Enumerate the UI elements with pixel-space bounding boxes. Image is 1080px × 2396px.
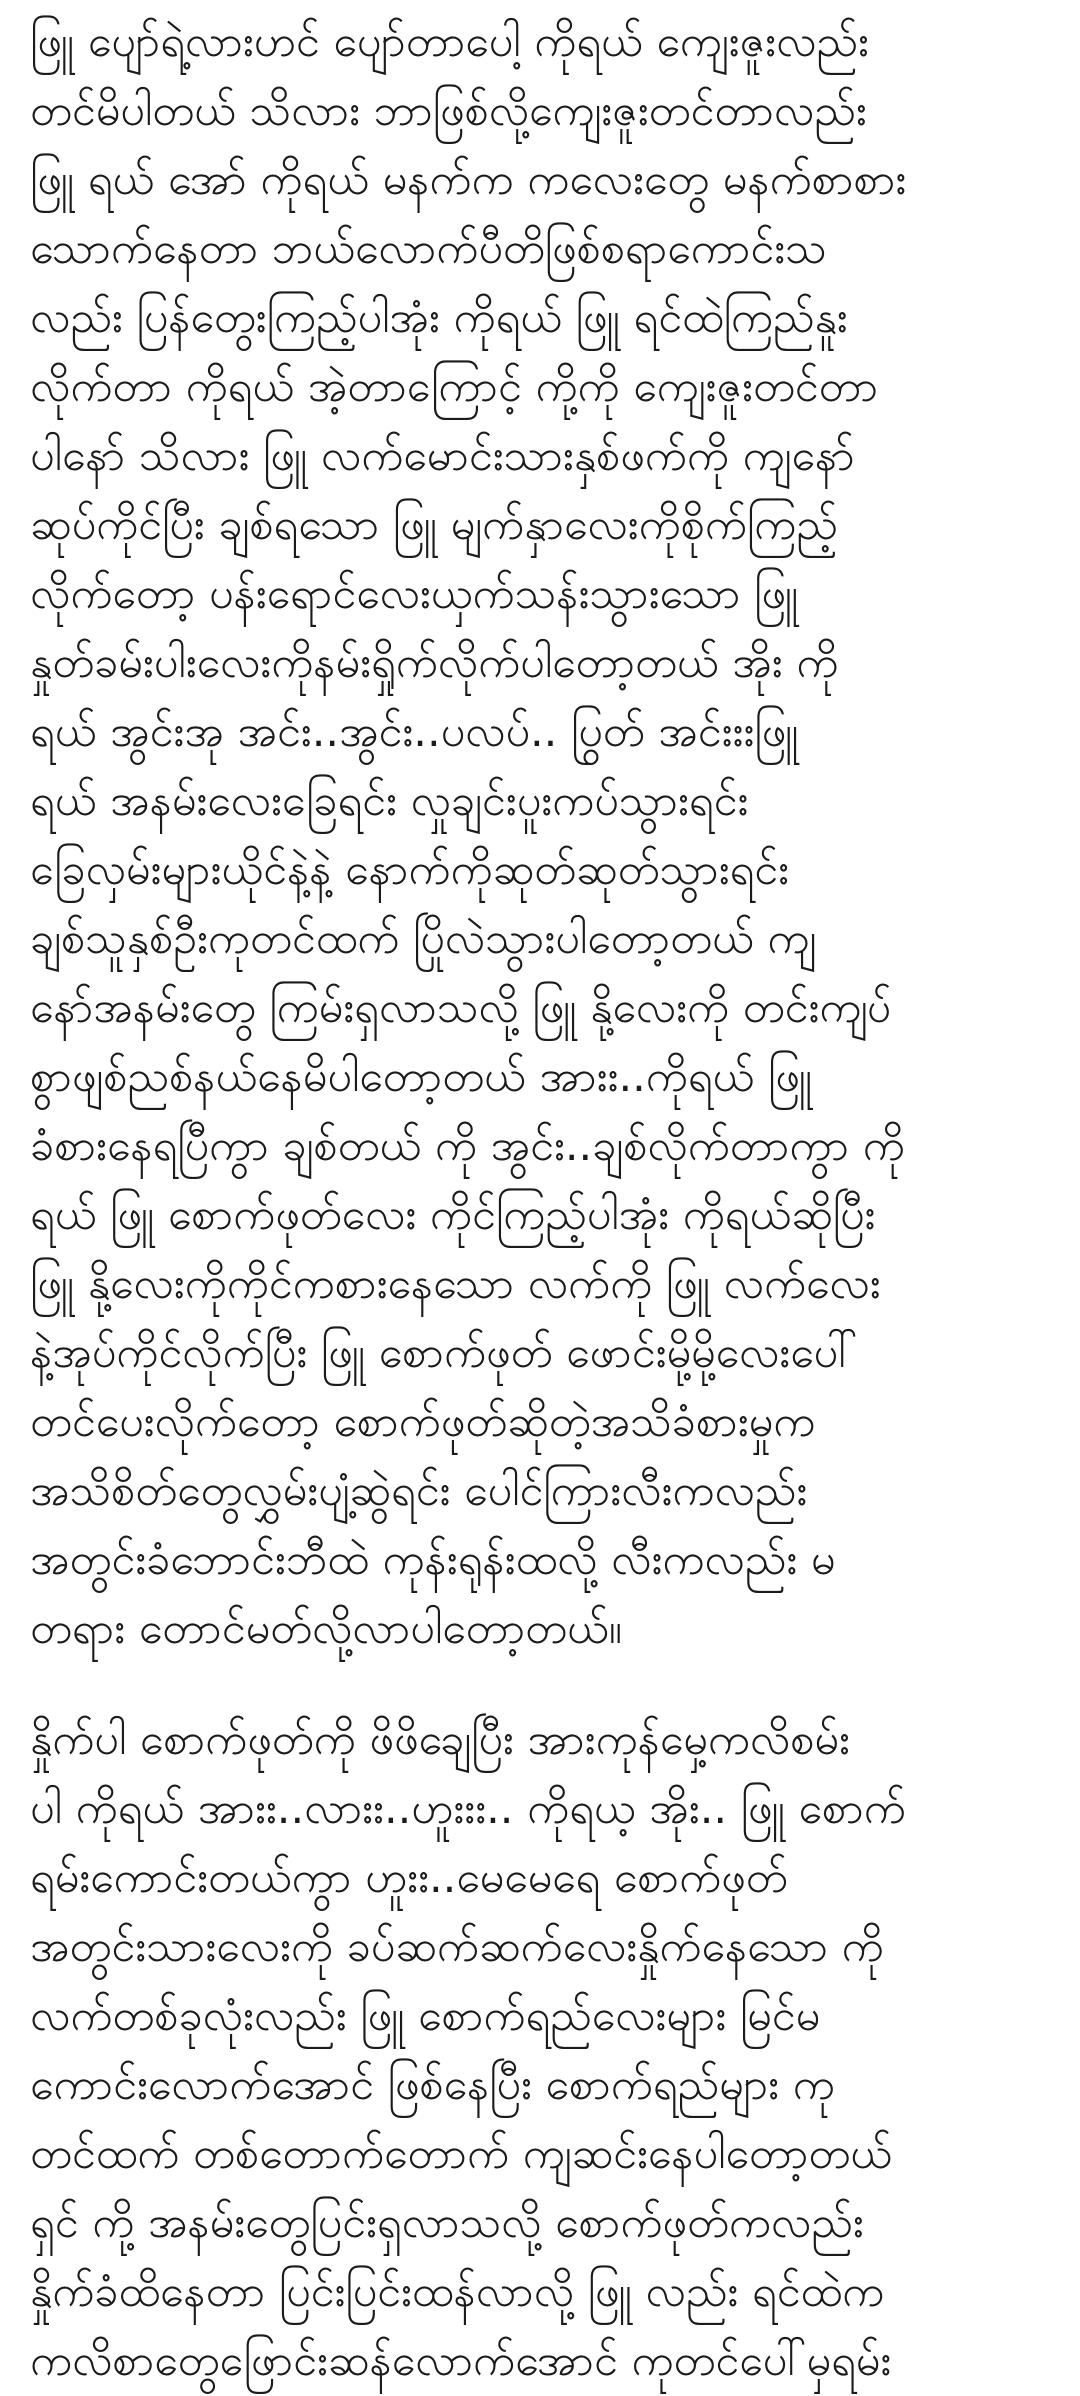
text-line: ရမ်းကောင်းတယ်ကွာ ဟူးး..မေမေရေ စောက်ဖုတ် (30, 1853, 788, 1903)
text-line: ခြေလှမ်းများယိုင်နဲ့နဲ့ နောက်ကိုဆုတ်ဆုတ်သွားရင်း (30, 845, 790, 895)
text-line: ကလိစာတွေဖြောင်းဆန်လောက်အောင် ကုတင်ပေါ်မှရမ်း (30, 2336, 892, 2386)
text-line: အတွင်းခံဘောင်းဘီထဲ ကုန်းရုန်းထလို့ လီးကလည်း မ (30, 1535, 836, 1585)
text-line: ရယ် အနမ်းလေးခြေရင်း လှုချင်းပူးကပ်သွားရင်း (30, 776, 749, 826)
text-line: တင်မိပါတယ် သိလား ဘာဖြစ်လို့ကျေးဇူးတင်တာလည်း (30, 86, 867, 136)
text-line: နှုတ်ခမ်းပါးလေးကိုနမ်းရှိုက်လိုက်ပါတော့တယ် အိုး ကို (30, 638, 839, 688)
article-body (30, 8, 1062, 2396)
text-line: နှိုက်ခံထိနေတာ ပြင်းပြင်းထန်လာလို့ ဖြူ လည်း ရင်ထဲက (30, 2267, 885, 2317)
text-line: ရယ် အွင်းအု အင်း..အွင်း..ပလပ်.. ပြွတ် အင်းးးဖြူ (30, 707, 799, 757)
text-line: ဖြူ ပျော်ရဲ့လားဟင် ပျော်တာပေါ့ ကိုရယ် ကျေးဇူးလည်း (30, 17, 869, 67)
text-line: တင်ပေးလိုက်တော့ စောက်ဖုတ်ဆိုတဲ့အသိခံစားမှုက (30, 1397, 816, 1447)
text-line: ချစ်သူနှစ်ဦးကုတင်ထက် ပြိုလဲသွားပါတော့တယ် ကျ (30, 914, 817, 964)
text-line: စွာဖျစ်ညစ်နယ်နေမိပါတော့တယ် အားး..ကိုရယ် ဖြူ (30, 1052, 813, 1102)
text-line: တင်ထက် တစ်တောက်တောက် ကျဆင်းနေပါတော့တယ် (30, 2129, 892, 2179)
text-line: နော်အနမ်းတွေ ကြမ်းရှလာသလို့ ဖြူ နို့လေးကို တင်းကျပ် (30, 983, 892, 1033)
text-line: ပါ ကိုရယ် အားး..လားး..ဟူးးး.. ကိုရယ့ အိုး.. ဖြူ စောက် (30, 1784, 906, 1834)
text-line: ဖြူ ရယ် အော် ကိုရယ် မနက်က ကလေးတွေ မနက်စာစား (30, 155, 907, 205)
text-line: နှိုက်ပါ စောက်ဖုတ်ကို ဖိဖိချေပြီး အားကုန်မှေ့ကလိစမ်း (30, 1715, 850, 1765)
text-line: နဲ့အုပ်ကိုင်လိုက်ပြီး ဖြူ စောက်ဖုတ် ဖောင်းမို့မို့လေးပေါ် (30, 1328, 858, 1378)
paragraph-2 (30, 1706, 1062, 2396)
text-line: သောက်နေတာ ဘယ်လောက်ပီတိဖြစ်စရာကောင်းသ (30, 224, 827, 274)
text-line: လိုက်တော့ ပန်းရောင်လေးယှက်သန်းသွားသော ဖြူ (30, 569, 799, 619)
text-line: လိုက်တာ ကိုရယ် အဲ့တာကြောင့် ကို့ကို ကျေးဇူးတင်တာ (30, 362, 879, 412)
text-line: လက်တစ်ခုလုံးလည်း ဖြူ စောက်ရည်လေးများ မြင်မ (30, 1991, 821, 2041)
text-line: ဖြူ နို့လေးကိုကိုင်ကစားနေသော လက်ကို ဖြူ လက်လေး (30, 1259, 881, 1309)
text-line: အတွင်းသားလေးကို ခပ်ဆက်ဆက်လေးနှိုက်နေသော ကို (30, 1922, 884, 1972)
text-line: ရယ် ဖြူ စောက်ဖုတ်လေး ကိုင်ကြည့်ပါအုံး ကိုရယ်ဆိုပြီး (30, 1190, 876, 1240)
text-line: အသိစိတ်တွေလွှမ်းပျံ့ဆွဲရင်း ပေါင်ကြားလီးကလည်း (30, 1466, 808, 1516)
text-line: တရား တောင်မတ်လို့လာပါတော့တယ်။ (30, 1604, 622, 1654)
text-line: ကောင်းလောက်အောင် ဖြစ်နေပြီး စောက်ရည်များ ကု (30, 2060, 835, 2110)
text-line: လည်း ပြန်တွေးကြည့်ပါအုံး ကိုရယ် ဖြူ ရင်ထဲကြည်နူး (30, 293, 848, 343)
text-line: ရှင် ကို့ အနမ်းတွေပြင်းရှလာသလို့ စောက်ဖုတ်ကလည်း (30, 2198, 864, 2248)
text-line: ဆုပ်ကိုင်ပြီး ချစ်ရသော ဖြူ မျက်နှာလေးကိုစိုက်ကြည့် (30, 500, 838, 550)
text-line: ပါနော် သိလား ဖြူ လက်မောင်းသားနှစ်ဖက်ကို ကျနော် (30, 431, 855, 481)
text-line: ခံစားနေရပြီကွာ ချစ်တယ် ကို အွင်း..ချစ်လိုက်တာကွာ ကို (30, 1121, 905, 1171)
paragraph-1 (30, 8, 1062, 1664)
